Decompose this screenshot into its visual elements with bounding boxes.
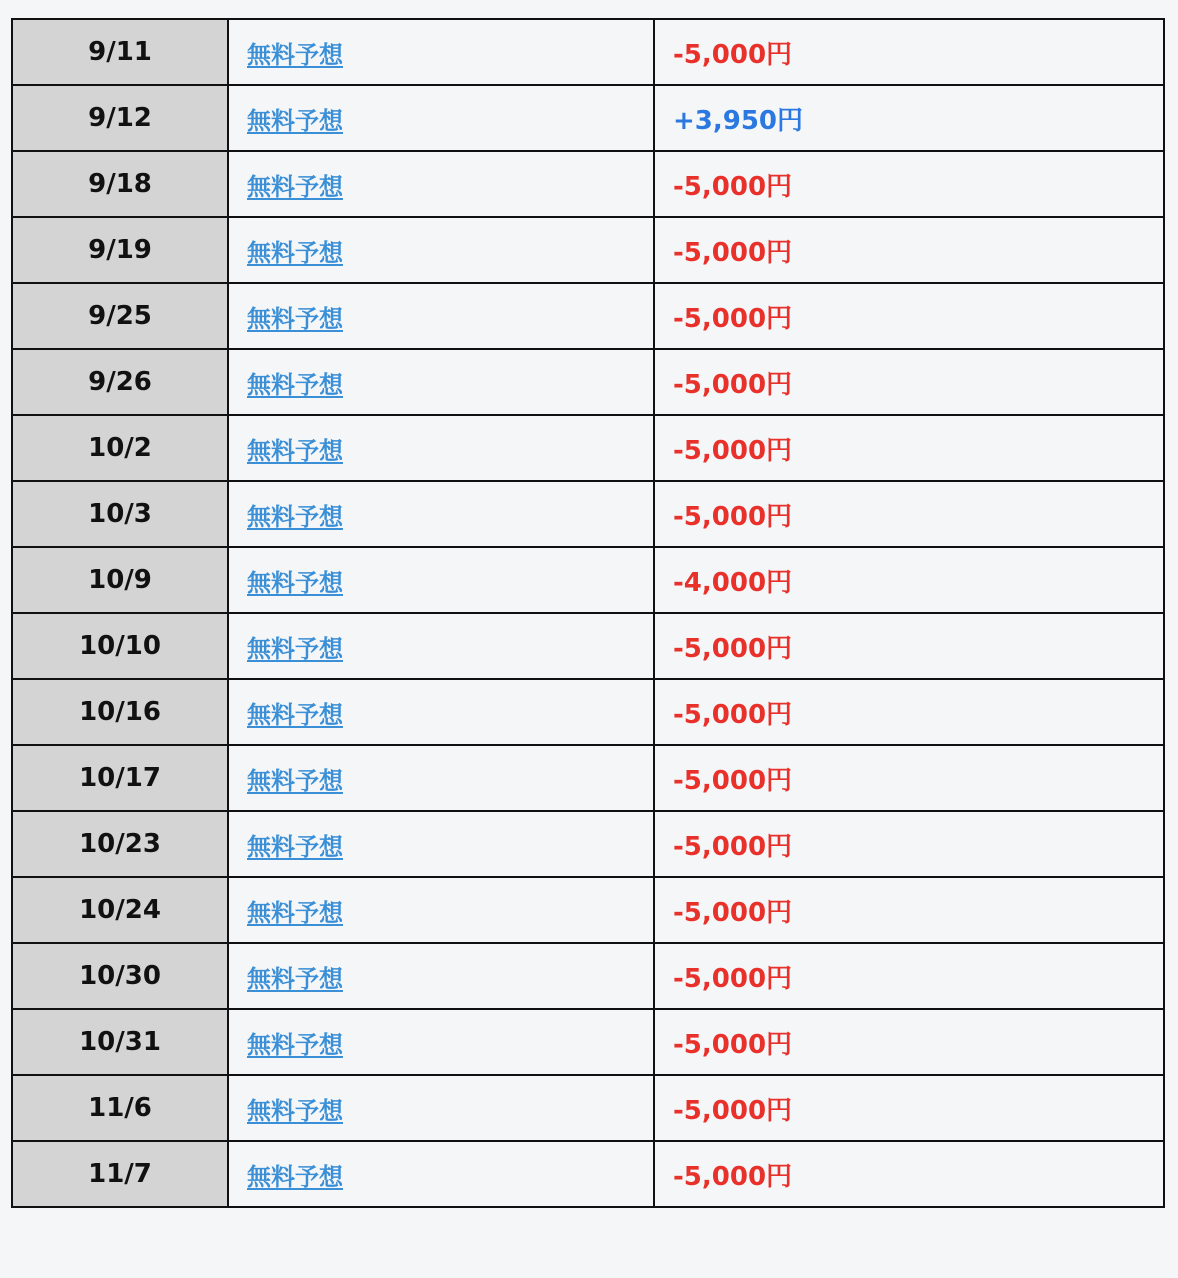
table-row <box>12 415 1164 481</box>
free-prediction-link[interactable]: 無料予想 <box>247 172 343 201</box>
date-cell: 9/12 <box>12 85 228 151</box>
table-row <box>12 1009 1164 1075</box>
result-amount: -5,000円 <box>654 481 1164 547</box>
date-cell: 9/11 <box>12 19 228 85</box>
free-prediction-link[interactable]: 無料予想 <box>247 1030 343 1059</box>
free-prediction-link[interactable]: 無料予想 <box>247 304 343 333</box>
table-row <box>12 679 1164 745</box>
free-prediction-link[interactable]: 無料予想 <box>247 502 343 531</box>
result-amount: +3,950円 <box>654 85 1164 151</box>
free-prediction-link[interactable]: 無料予想 <box>247 436 343 465</box>
result-amount: -5,000円 <box>654 151 1164 217</box>
date-cell: 9/26 <box>12 349 228 415</box>
table-row <box>12 481 1164 547</box>
free-prediction-link[interactable]: 無料予想 <box>247 964 343 993</box>
date-cell: 10/31 <box>12 1009 228 1075</box>
prediction-link-cell <box>228 1075 654 1141</box>
prediction-link-cell <box>228 679 654 745</box>
free-prediction-link[interactable]: 無料予想 <box>247 898 343 927</box>
results-table-body <box>12 19 1164 1207</box>
prediction-link-cell <box>228 613 654 679</box>
free-prediction-link[interactable]: 無料予想 <box>247 106 343 135</box>
table-row <box>12 943 1164 1009</box>
result-amount: -5,000円 <box>654 19 1164 85</box>
result-amount: -5,000円 <box>654 877 1164 943</box>
prediction-link-cell <box>228 19 654 85</box>
table-row <box>12 1075 1164 1141</box>
date-cell: 9/25 <box>12 283 228 349</box>
result-amount: -5,000円 <box>654 745 1164 811</box>
date-cell: 10/10 <box>12 613 228 679</box>
result-amount: -5,000円 <box>654 1075 1164 1141</box>
result-amount: -5,000円 <box>654 283 1164 349</box>
date-cell: 10/2 <box>12 415 228 481</box>
free-prediction-link[interactable]: 無料予想 <box>247 634 343 663</box>
table-row <box>12 613 1164 679</box>
results-table <box>11 18 1165 1208</box>
prediction-link-cell <box>228 1009 654 1075</box>
date-cell: 11/6 <box>12 1075 228 1141</box>
free-prediction-link[interactable]: 無料予想 <box>247 40 343 69</box>
prediction-link-cell <box>228 217 654 283</box>
result-amount: -5,000円 <box>654 349 1164 415</box>
table-row <box>12 151 1164 217</box>
result-amount: -5,000円 <box>654 943 1164 1009</box>
table-row <box>12 745 1164 811</box>
prediction-link-cell <box>228 877 654 943</box>
result-amount: -5,000円 <box>654 811 1164 877</box>
table-row <box>12 349 1164 415</box>
free-prediction-link[interactable]: 無料予想 <box>247 370 343 399</box>
prediction-link-cell <box>228 415 654 481</box>
date-cell: 10/9 <box>12 547 228 613</box>
free-prediction-link[interactable]: 無料予想 <box>247 238 343 267</box>
result-amount: -5,000円 <box>654 613 1164 679</box>
free-prediction-link[interactable]: 無料予想 <box>247 1096 343 1125</box>
date-cell: 9/19 <box>12 217 228 283</box>
prediction-link-cell <box>228 283 654 349</box>
date-cell: 11/7 <box>12 1141 228 1207</box>
date-cell: 10/16 <box>12 679 228 745</box>
prediction-link-cell <box>228 151 654 217</box>
prediction-link-cell <box>228 349 654 415</box>
prediction-link-cell <box>228 745 654 811</box>
date-cell: 10/3 <box>12 481 228 547</box>
results-table-wrapper <box>11 18 1163 1208</box>
date-cell: 10/24 <box>12 877 228 943</box>
result-amount: -5,000円 <box>654 1009 1164 1075</box>
free-prediction-link[interactable]: 無料予想 <box>247 1162 343 1191</box>
result-amount: -4,000円 <box>654 547 1164 613</box>
prediction-link-cell <box>228 547 654 613</box>
free-prediction-link[interactable]: 無料予想 <box>247 832 343 861</box>
date-cell: 10/30 <box>12 943 228 1009</box>
date-cell: 10/23 <box>12 811 228 877</box>
table-row <box>12 19 1164 85</box>
date-cell: 10/17 <box>12 745 228 811</box>
date-cell: 9/18 <box>12 151 228 217</box>
table-row <box>12 283 1164 349</box>
table-row <box>12 547 1164 613</box>
result-amount: -5,000円 <box>654 1141 1164 1207</box>
result-amount: -5,000円 <box>654 415 1164 481</box>
prediction-link-cell <box>228 481 654 547</box>
result-amount: -5,000円 <box>654 217 1164 283</box>
free-prediction-link[interactable]: 無料予想 <box>247 700 343 729</box>
table-row <box>12 877 1164 943</box>
prediction-link-cell <box>228 943 654 1009</box>
prediction-link-cell <box>228 811 654 877</box>
table-row <box>12 85 1164 151</box>
table-row <box>12 1141 1164 1207</box>
table-row <box>12 811 1164 877</box>
free-prediction-link[interactable]: 無料予想 <box>247 766 343 795</box>
table-row <box>12 217 1164 283</box>
free-prediction-link[interactable]: 無料予想 <box>247 568 343 597</box>
prediction-link-cell <box>228 85 654 151</box>
prediction-link-cell <box>228 1141 654 1207</box>
result-amount: -5,000円 <box>654 679 1164 745</box>
